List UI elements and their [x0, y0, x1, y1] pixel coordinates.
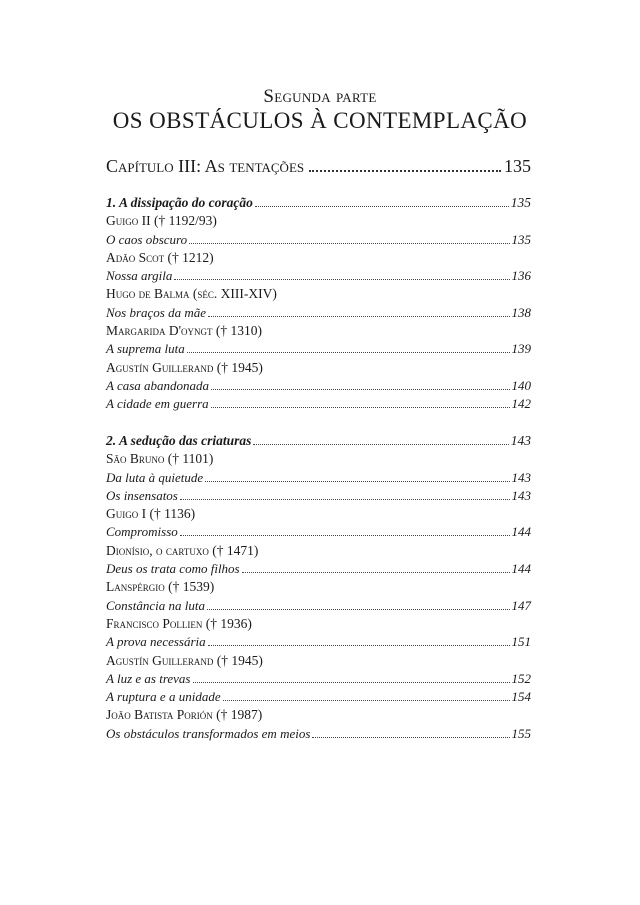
- section-page: 143: [510, 433, 531, 448]
- entry-title: Os obstáculos transformados em meios: [106, 725, 311, 741]
- toc-entry: [106, 523, 531, 541]
- leader-dots: [208, 316, 509, 317]
- toc-list: [106, 212, 531, 413]
- entry-title: Deus os trata como filhos: [106, 561, 240, 577]
- toc-author: [106, 212, 531, 230]
- toc-entry: [106, 231, 531, 249]
- author-name: Guigo I († 1136): [106, 506, 196, 522]
- toc-entry: [106, 597, 531, 615]
- leader-dots: [205, 481, 509, 482]
- entry-title: Compromisso: [106, 524, 178, 540]
- section-heading: [106, 432, 531, 450]
- author-name: Agustín Guillerand († 1945): [106, 359, 263, 375]
- entry-title: A ruptura e a unidade: [106, 689, 221, 705]
- leader-dots: [223, 700, 510, 701]
- chapter-leader-dots: [309, 170, 501, 172]
- toc-entry: [106, 670, 531, 688]
- leader-dots: [255, 206, 509, 207]
- leader-dots: [211, 389, 509, 390]
- toc-entry: [106, 560, 531, 578]
- toc-list: [106, 450, 531, 743]
- part-title: OS OBSTÁCULOS À CONTEMPLAÇÃO: [112, 108, 528, 133]
- author-name: São Bruno († 1101): [106, 451, 214, 467]
- chapter-heading: [106, 156, 531, 177]
- toc-author: [106, 652, 531, 670]
- author-name: Hugo de Balma (séc. XIII-XIV): [106, 286, 277, 302]
- toc-entry: [106, 340, 531, 358]
- entry-title: A casa abandonada: [106, 377, 210, 393]
- entry-title: A prova necessária: [106, 634, 206, 650]
- toc-author: [106, 706, 531, 724]
- leader-dots: [253, 444, 508, 445]
- entry-title: A suprema luta: [106, 341, 185, 357]
- entry-title: Nossa argila: [106, 268, 173, 284]
- leader-dots: [174, 279, 509, 280]
- entry-title: Constância na luta: [106, 597, 205, 613]
- toc-section-1: [106, 194, 531, 414]
- toc-entry: [106, 395, 531, 413]
- author-name: João Batista Porión († 1987): [106, 707, 263, 723]
- toc-section-2: [106, 432, 531, 743]
- leader-dots: [208, 645, 510, 646]
- entry-page: 154: [511, 689, 531, 705]
- toc-entry: [106, 633, 531, 651]
- entry-title: Os insensatos: [106, 487, 178, 503]
- leader-dots: [180, 535, 510, 536]
- chapter-label: Capítulo III: As tentações: [106, 156, 305, 176]
- author-name: Adão Scot († 1212): [106, 249, 214, 265]
- leader-dots: [211, 407, 510, 408]
- section-page: 135: [510, 195, 531, 210]
- entry-page: 155: [511, 725, 531, 741]
- toc-author: [106, 615, 531, 633]
- leader-dots: [312, 737, 509, 738]
- entry-page: 147: [511, 597, 531, 613]
- entry-page: 140: [511, 377, 531, 393]
- toc-entry: [106, 377, 531, 395]
- entry-title: Nos braços da mãe: [106, 304, 207, 320]
- leader-dots: [189, 243, 509, 244]
- author-name: Margarida D'oyngt († 1310): [106, 323, 263, 339]
- entry-title: O caos obscuro: [106, 231, 188, 247]
- section-title: 2. A sedução das criaturas: [106, 433, 252, 448]
- author-name: Lanspérgio († 1539): [106, 579, 215, 595]
- author-name: Dionísio, o cartuxo († 1471): [106, 542, 259, 558]
- author-name: Agustín Guillerand († 1945): [106, 652, 263, 668]
- entry-page: 138: [511, 304, 531, 320]
- leader-dots: [242, 572, 510, 573]
- entry-page: 144: [511, 524, 531, 540]
- entry-page: 135: [511, 231, 531, 247]
- part-label: Segunda parte: [263, 86, 377, 107]
- toc-entry: [106, 267, 531, 285]
- toc-entry: [106, 487, 531, 505]
- toc-author: [106, 322, 531, 340]
- section-heading: [106, 194, 531, 212]
- toc-author: [106, 285, 531, 303]
- chapter-page: 135: [504, 156, 531, 176]
- entry-page: 144: [511, 561, 531, 577]
- leader-dots: [193, 682, 510, 683]
- leader-dots: [180, 499, 510, 500]
- toc-entry: [106, 304, 531, 322]
- section-title: 1. A dissipação do coração: [106, 195, 253, 210]
- entry-title: A luz e as trevas: [106, 670, 191, 686]
- toc-author: [106, 542, 531, 560]
- leader-dots: [187, 352, 510, 353]
- entry-page: 139: [511, 341, 531, 357]
- entry-page: 143: [511, 469, 531, 485]
- toc-author: [106, 505, 531, 523]
- author-name: Guigo II († 1192/93): [106, 213, 217, 229]
- entry-page: 152: [511, 670, 531, 686]
- author-name: Francisco Pollien († 1936): [106, 615, 252, 631]
- entry-page: 136: [511, 268, 531, 284]
- entry-title: A cidade em guerra: [106, 396, 209, 412]
- leader-dots: [207, 609, 510, 610]
- entry-page: 142: [511, 396, 531, 412]
- toc-author: [106, 249, 531, 267]
- toc-entry: [106, 688, 531, 706]
- toc-entry: [106, 469, 531, 487]
- entry-title: Da luta à quietude: [106, 469, 204, 485]
- toc-author: [106, 578, 531, 596]
- toc-author: [106, 450, 531, 468]
- entry-page: 143: [511, 487, 531, 503]
- toc-entry: [106, 725, 531, 743]
- entry-page: 151: [511, 634, 531, 650]
- toc-author: [106, 359, 531, 377]
